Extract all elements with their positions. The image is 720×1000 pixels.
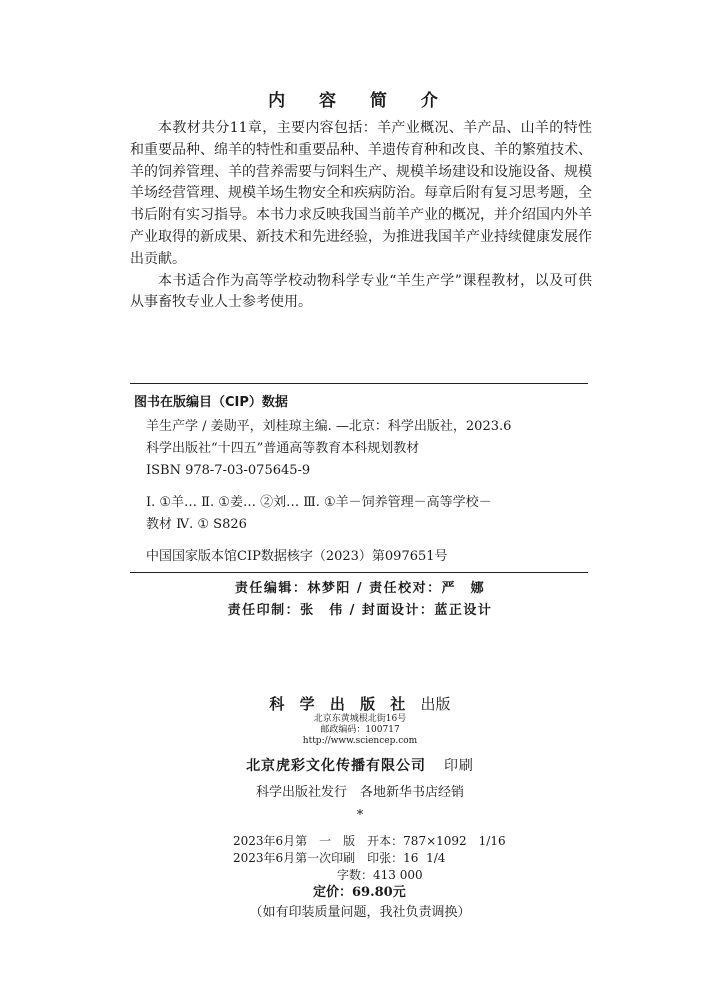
distribution-line: 科学出版社发行 各地新华书店经销 [255, 785, 464, 800]
cip-data-block [130, 383, 588, 573]
publisher-url: http://www.sciencep.com [302, 736, 418, 746]
cip-heading: 图书在版编目（CIP）数据 [134, 395, 288, 410]
edition-line-1: 2023年6月第 一 版 开本：787×1092 1/16 [233, 834, 506, 848]
publisher-name-line [0, 693, 720, 714]
quality-notice: （如有印装质量问题，我社负责调换） [249, 905, 471, 920]
summary-paragraph-1: 本教材共分11章，主要内容包括：羊产业概况、羊产品、山羊的特性和重要品种、绵羊的特性和重要品种、羊遗传育种和改良、羊的繁殖技术、羊的饲养管理、羊的营养需要与饲料生产、规模羊场建设和设施设备、规模羊场经营管理、规模羊场生物安全和疾病防治。每章后附有复习思考题，全书后附有实习指导。本书力求反映我国当前羊产业的概况，并介绍国内外羊产业取得的新成果、新技术和先进经验，为推进我国羊产业持续健康发展作出贡献。 [130, 120, 592, 267]
publisher-postcode: 邮政编码：100717 [320, 725, 400, 735]
summary-text [130, 118, 592, 314]
cip-classification-line: Ⅰ. ①羊… Ⅱ. ①姜… ②刘… Ⅲ. ①羊－饲养管理－高等学校－ [146, 495, 492, 510]
summary-paragraph-2: 本书适合作为高等学校动物科学专业“羊生产学”课程教材，以及可供从事畜牧专业人士参考使用。 [130, 272, 592, 311]
word-count: 字数：413 000 [337, 868, 423, 882]
cip-isbn-line: ISBN 978-7-03-075645-9 [146, 463, 311, 478]
edition-line-2: 2023年6月第一次印刷 印张：16 1/4 [233, 851, 446, 865]
summary-title: 内 容 简 介 [268, 91, 452, 111]
printer-line [0, 755, 720, 775]
separator-star: * [356, 808, 364, 823]
publisher-name: 科 学 出 版 社 [269, 695, 411, 713]
printer-suffix: 印刷 [443, 758, 474, 774]
printer-name: 北京虎彩文化传播有限公司 [246, 758, 427, 774]
edition-info [233, 833, 506, 901]
publisher-block [0, 693, 720, 823]
cip-title-line: 羊生产学 / 姜勋平，刘桂琼主编. —北京：科学出版社，2023.6 [146, 419, 512, 434]
cip-record-number: 中国国家版本馆CIP数据核字（2023）第097651号 [146, 549, 448, 564]
editorial-staff [0, 578, 720, 622]
publisher-address: 北京东黄城根北街16号 [313, 714, 407, 724]
cip-series-line: 科学出版社“十四五”普通高等教育本科规划教材 [146, 441, 420, 456]
staff-line-2: 责任印制：张 伟 / 封面设计：蓝正设计 [227, 603, 493, 618]
publisher-suffix: 出版 [420, 695, 451, 713]
cip-classification-line-2: 教材 Ⅳ. ① S826 [146, 517, 247, 532]
staff-line-1: 责任编辑：林梦阳 / 责任校对：严 娜 [234, 581, 486, 596]
price: 定价：69.80元 [313, 885, 406, 900]
